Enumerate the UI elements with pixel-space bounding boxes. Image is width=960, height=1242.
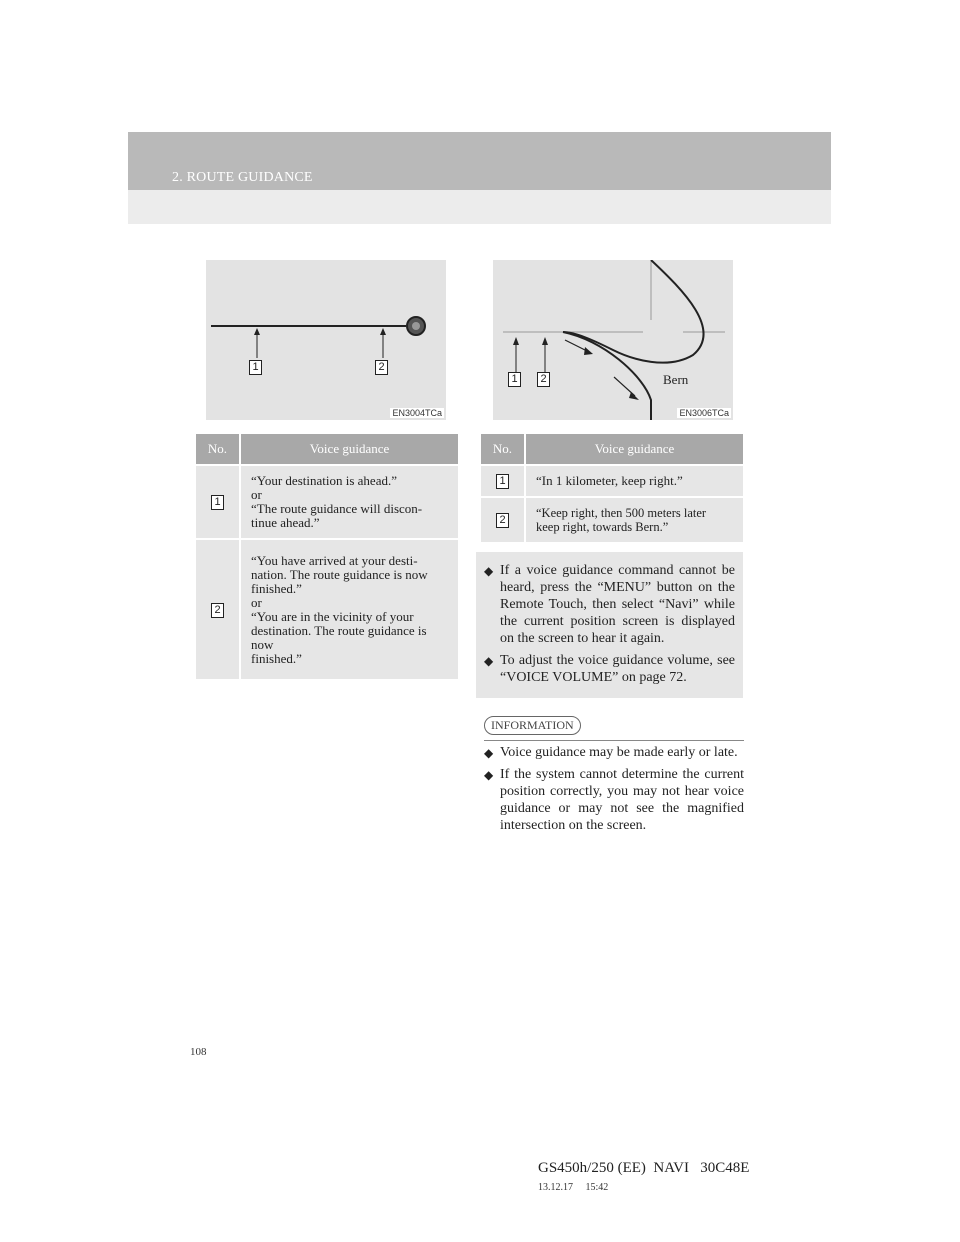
footer-timestamp: 13.12.17 15:42: [538, 1182, 609, 1193]
voice-guidance-table-right: [481, 434, 743, 542]
list-item: ◆ Voice guidance may be made early or late.: [484, 745, 738, 760]
bullet-icon: ◆: [484, 654, 494, 668]
bullet-icon: ◆: [484, 768, 494, 782]
junction-diagram: [493, 260, 733, 420]
marker-1-icon: 1: [249, 360, 262, 375]
row-number-icon: 1: [211, 495, 224, 510]
voice-guidance-table-left: [196, 434, 458, 679]
notes-box: [476, 552, 743, 698]
list-item: ◆ If a voice guidance command cannot be heard, press the “MENU” button on the Remote Touch, then select “Navi” while the current position screen is displayed on the screen to hear it again.: [484, 563, 735, 646]
list-item: ◆ To adjust the voice guidance volume, see “VOICE VOLUME” on page 72.: [484, 653, 735, 685]
footer-model: GS450h/250 (EE) NAVI 30C48E: [538, 1160, 750, 1176]
header-sub-band: [128, 190, 831, 224]
table-row: “Your destination is ahead.” or “The route guidance will discon- tinue ahead.”: [240, 465, 458, 539]
column-header-no: No.: [481, 434, 525, 465]
column-header-no: No.: [196, 434, 240, 465]
information-list: [480, 744, 744, 834]
bullet-icon: ◆: [484, 746, 494, 760]
table-row: “In 1 kilometer, keep right.”: [525, 465, 743, 497]
section-title: 2. ROUTE GUIDANCE: [172, 170, 313, 185]
figure-code: EN3006TCa: [679, 408, 729, 418]
row-number-icon: 2: [211, 603, 224, 618]
marker-2-icon: 2: [375, 360, 388, 375]
column-header-voice: Voice guidance: [240, 434, 458, 465]
route-line-diagram: [206, 260, 446, 420]
row-number-icon: 2: [496, 513, 509, 528]
place-label: Bern: [663, 372, 689, 387]
figure-keep-right: [493, 260, 733, 420]
information-rule: [484, 740, 744, 741]
list-item: ◆ If the system cannot determine the current position correctly, you may not hear voice guidance or may not see the magnified intersection on the screen.: [484, 767, 744, 833]
table-row: “Keep right, then 500 meters later keep right, towards Bern.”: [525, 497, 743, 542]
table-row: “You have arrived at your desti- nation. The route guidance is now finished.” or “You are in the vicinity of your destination. The route guidance is now finished.”: [240, 539, 458, 679]
column-header-voice: Voice guidance: [525, 434, 743, 465]
page-number: 108: [190, 1046, 207, 1058]
row-number-icon: 1: [496, 474, 509, 489]
figure-destination-ahead: [206, 260, 446, 420]
figure-code: EN3004TCa: [392, 408, 442, 418]
information-label: INFORMATION: [484, 716, 581, 735]
marker-2-icon: 2: [537, 372, 550, 387]
marker-1-icon: 1: [508, 372, 521, 387]
bullet-icon: ◆: [484, 564, 494, 578]
